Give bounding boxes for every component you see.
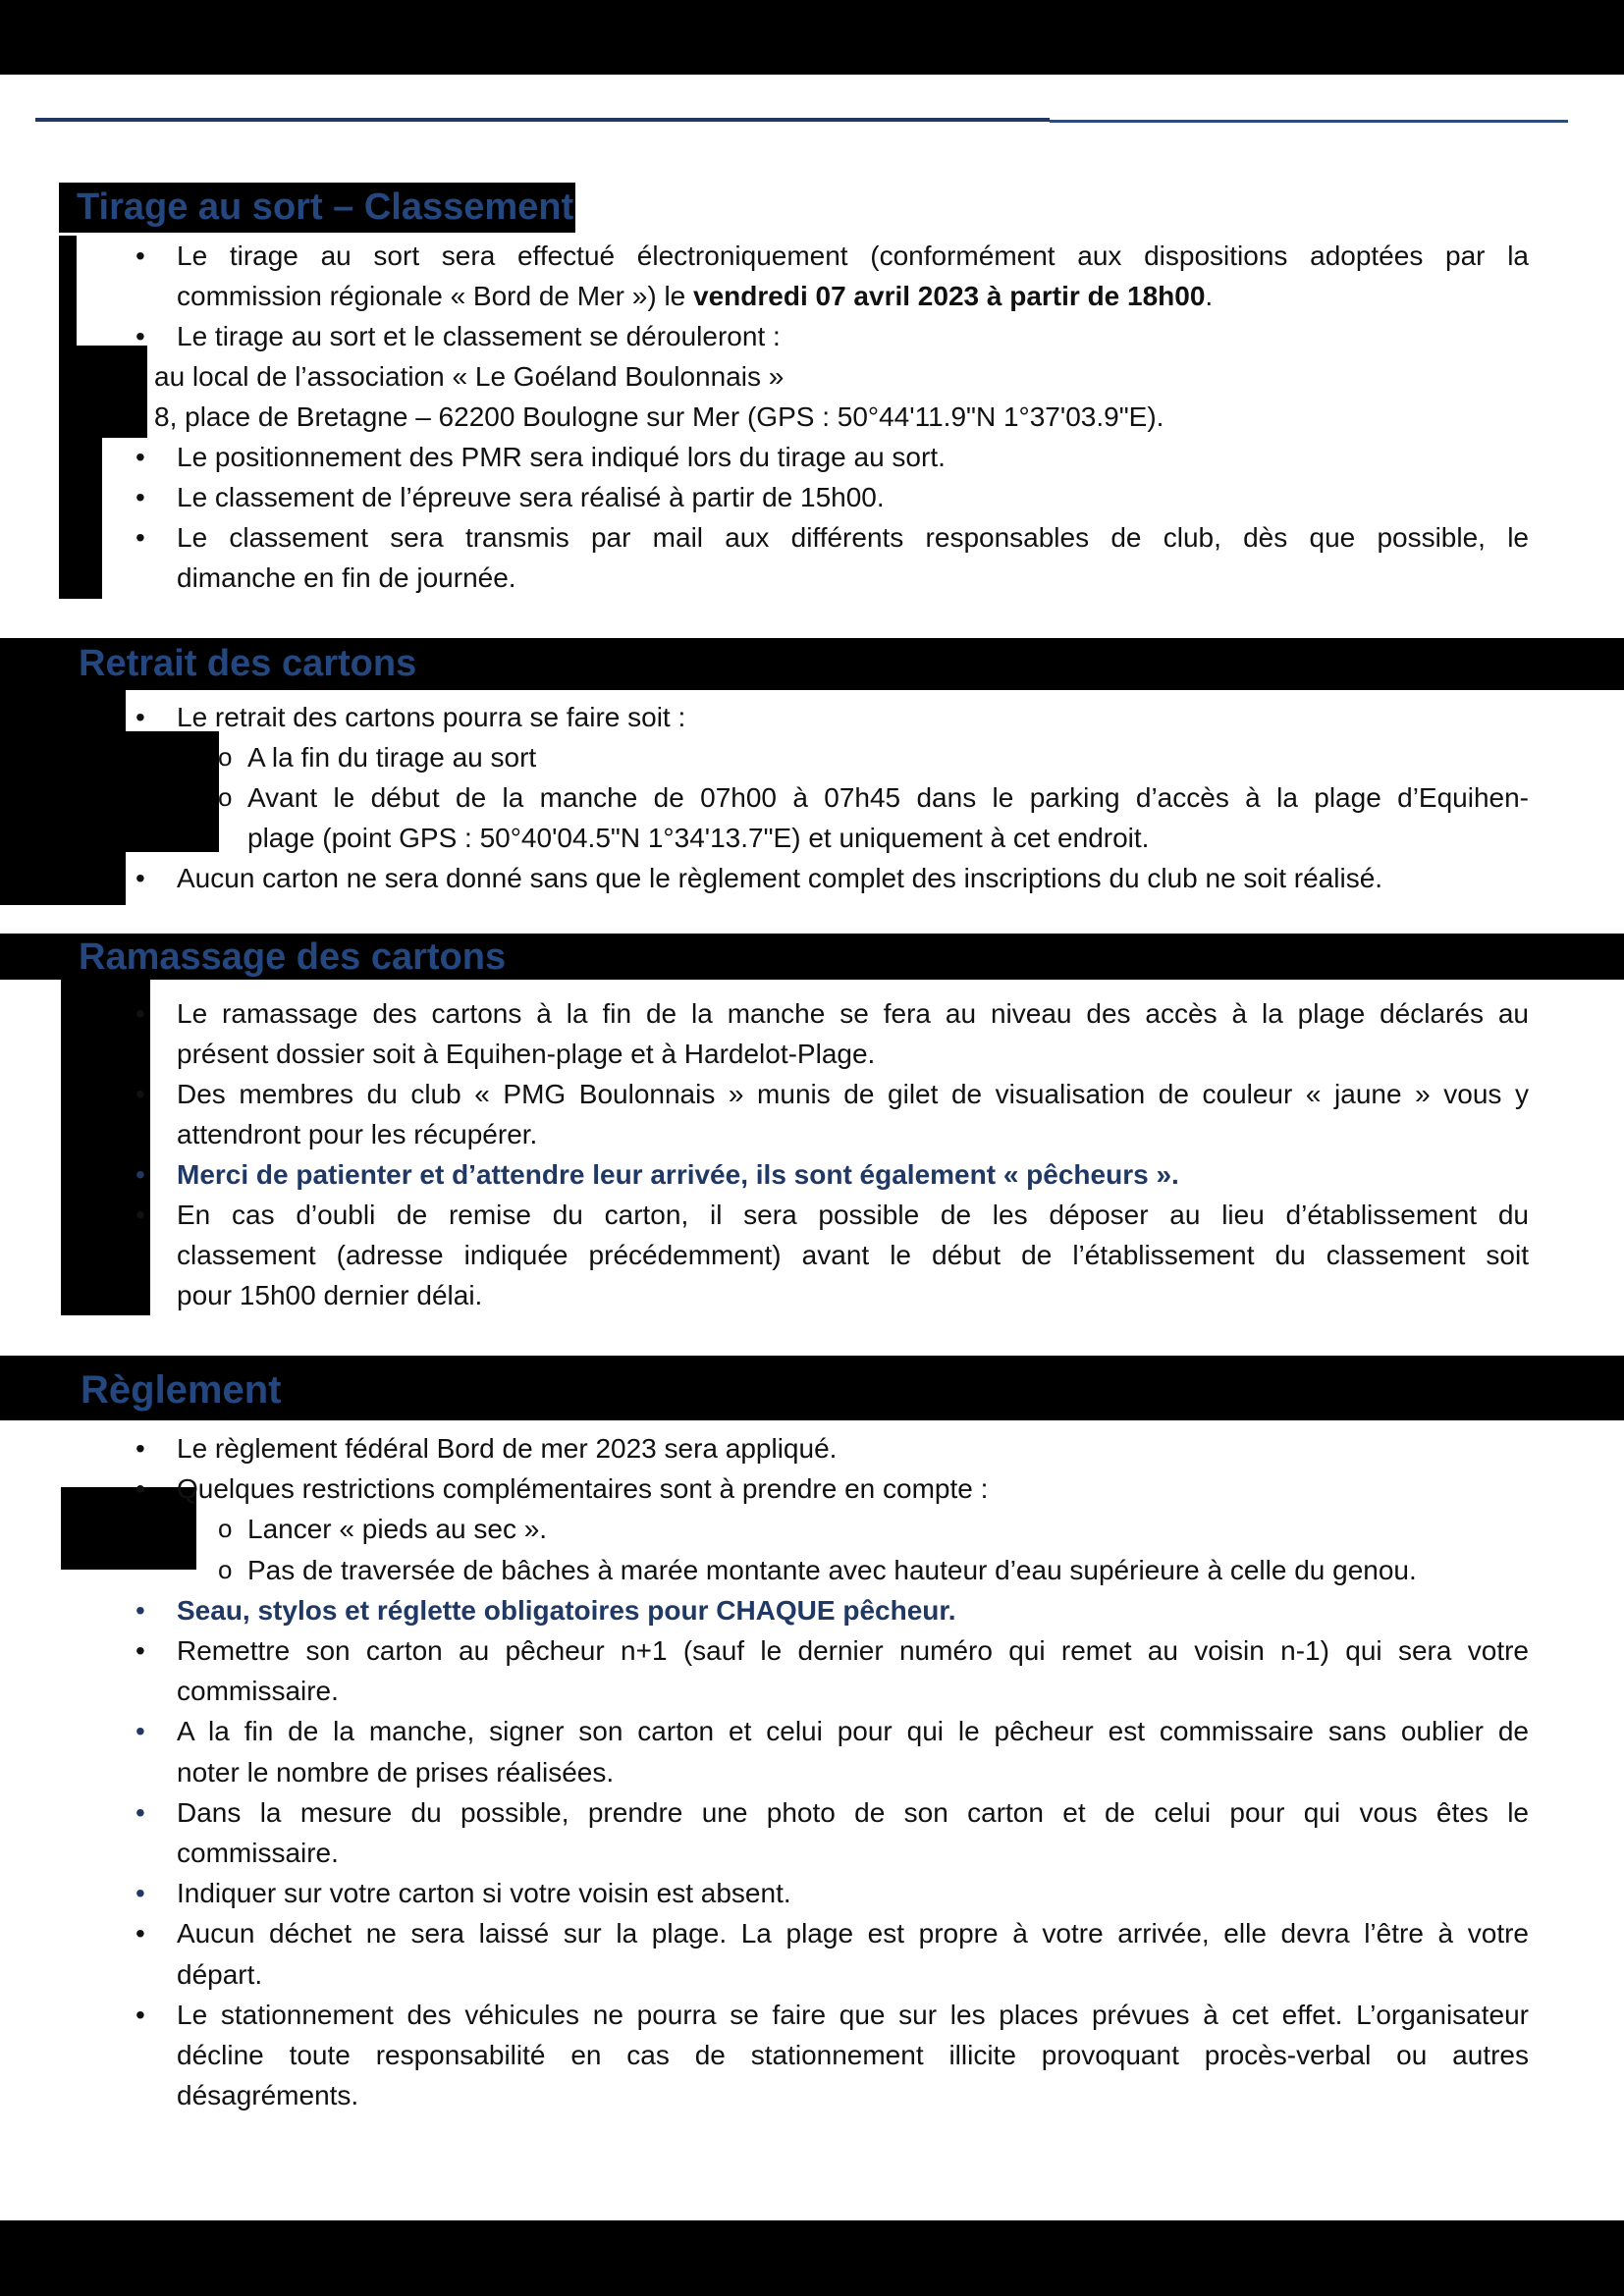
text-line — [177, 697, 1529, 737]
text-line — [177, 858, 1529, 898]
bullet-marker: • — [135, 240, 145, 271]
text-segment: Le retrait des cartons pourra se faire soit : — [177, 702, 686, 732]
bottom-black-bar — [0, 2220, 1624, 2296]
section-heading-band-retrait — [0, 638, 1624, 690]
section-heading-tirage: Tirage au sort – Classement — [77, 187, 574, 228]
text-line — [177, 1154, 1529, 1195]
text-line — [247, 1509, 1529, 1549]
bullet-marker: • — [135, 1716, 145, 1747]
bullet-marker: • — [135, 1200, 145, 1230]
header-rule-right — [1050, 120, 1568, 123]
text-segment: Le classement sera transmis par mail aux différents responsables de club, dès que possible, le — [177, 522, 1529, 553]
text-segment: Aucun déchet ne sera laissé sur la plage. La plage est propre à votre arrivée, elle devra l’être à votre — [177, 1918, 1529, 1949]
text-segment: Pas de traversée de bâches à marée montante avec hauteur d’eau supérieure à celle du genou. — [247, 1554, 1417, 1585]
text-segment: présent dossier soit à Equihen-plage et à Hardelot-Plage. — [177, 1039, 876, 1069]
text-segment: Remettre son carton au pêcheur n+1 (sauf le dernier numéro qui remet au voisin n-1) qui sera votre — [177, 1635, 1529, 1666]
text-segment: Quelques restrictions complémentaires sont à prendre en compte : — [177, 1473, 989, 1505]
text-line — [177, 1954, 1529, 1995]
bullet-marker: • — [135, 1878, 145, 1909]
bullet-marker: • — [135, 1796, 145, 1828]
section-heading-ramassage: Ramassage des cartons — [79, 936, 507, 978]
bullet-marker: • — [135, 1473, 145, 1505]
bullet-marker: • — [135, 1918, 145, 1949]
text-segment: au local de l’association « Le Goéland Boulonnais » — [154, 361, 785, 392]
text-line — [177, 1468, 1529, 1509]
text-segment: En cas d’oubli de remise du carton, il sera possible de les déposer au lieu d’établissement du — [177, 1200, 1529, 1230]
text-line — [177, 1074, 1529, 1114]
text-segment: dimanche en fin de journée. — [177, 562, 516, 593]
text-line — [177, 2075, 1529, 2115]
bullet-marker: • — [135, 1999, 145, 2030]
text-line — [247, 818, 1529, 858]
text-segment: Le classement de l’épreuve sera réalisé à partir de 15h00. — [177, 482, 885, 512]
text-line — [177, 558, 1529, 598]
text-segment: 8, place de Bretagne – 62200 Boulogne sur Mer (GPS : 50°44'11.9"N 1°37'03.9"E). — [154, 401, 1164, 432]
text-segment: Le positionnement des PMR sera indiqué lors du tirage au sort. — [177, 442, 946, 472]
bold-text-segment: vendredi 07 avril 2023 à partir de 18h00 — [693, 281, 1206, 311]
text-segment: Seau, stylos et réglette obligatoires pour CHAQUE pêcheur. — [177, 1594, 956, 1626]
text-line — [247, 1550, 1529, 1590]
text-line — [177, 1195, 1529, 1235]
bullet-marker: • — [135, 1594, 145, 1626]
header-rule-left — [35, 118, 1050, 122]
text-line — [177, 517, 1529, 558]
text-segment: Le tirage au sort et le classement se dérouleront : — [177, 321, 781, 351]
section-heading-reglement: Règlement — [81, 1368, 282, 1412]
text-segment: A la fin du tirage au sort — [247, 742, 537, 773]
text-segment: Des membres du club « PMG Boulonnais » munis de gilet de visualisation de couleur « jaune » vous y — [177, 1079, 1529, 1109]
bullet-marker: • — [135, 1433, 145, 1464]
text-segment: Le stationnement des véhicules ne pourra se faire que sur les places prévues à cet effet. L’organisateur — [177, 1999, 1529, 2030]
text-line — [154, 356, 1529, 397]
text-segment: Merci de patienter et d’attendre leur arrivée, ils sont également « pêcheurs ». — [177, 1159, 1179, 1190]
section-heading-band-reglement — [0, 1356, 1624, 1420]
text-segment: désagréments. — [177, 2080, 359, 2111]
text-line — [177, 1873, 1529, 1913]
sub-bullet-marker: o — [218, 742, 233, 772]
text-segment: A la fin de la manche, signer son carton et celui pour qui le pêcheur est commissaire sans oublier de — [177, 1716, 1529, 1747]
text-segment: plage (point GPS : 50°40'04.5"N 1°34'13.7"E) et uniquement à cet endroit. — [247, 823, 1150, 853]
text-line — [177, 1235, 1529, 1275]
text-line — [177, 1711, 1529, 1751]
text-segment: commissaire. — [177, 1676, 339, 1707]
text-line — [177, 1752, 1529, 1792]
text-line — [247, 777, 1529, 818]
text-segment: pour 15h00 dernier délai. — [177, 1280, 483, 1310]
text-segment: commissaire. — [177, 1838, 339, 1868]
sub-bullet-marker: o — [218, 1514, 233, 1544]
text-line — [177, 1792, 1529, 1833]
bullet-marker: • — [135, 442, 145, 472]
top-black-bar — [0, 0, 1624, 75]
text-line — [177, 1833, 1529, 1873]
text-segment: Avant le début de la manche de 07h00 à 07h45 dans le parking d’accès à la plage d’Equihen- — [247, 782, 1529, 813]
section-heading-retrait: Retrait des cartons — [79, 643, 417, 684]
text-segment: Indiquer sur votre carton si votre voisin est absent. — [177, 1878, 791, 1909]
bullet-marker: • — [135, 1635, 145, 1666]
text-line — [177, 2035, 1529, 2075]
bullet-marker: • — [135, 1159, 145, 1190]
text-segment: Aucun carton ne sera donné sans que le règlement complet des inscriptions du club ne soit réalisé. — [177, 863, 1383, 893]
text-segment: Le règlement fédéral Bord de mer 2023 sera appliqué. — [177, 1433, 838, 1464]
text-line — [177, 1275, 1529, 1315]
text-segment: commission régionale « Bord de Mer ») le — [177, 281, 694, 311]
redaction-block — [59, 346, 147, 438]
text-line — [177, 477, 1529, 517]
text-line — [247, 737, 1529, 777]
text-line — [177, 1630, 1529, 1671]
text-line — [177, 1114, 1529, 1154]
text-segment: Le ramassage des cartons à la fin de la manche se fera au niveau des accès à la plage déclarés au — [177, 998, 1529, 1029]
text-segment: Lancer « pieds au sec ». — [247, 1514, 548, 1545]
text-segment: noter le nombre de prises réalisées. — [177, 1756, 615, 1788]
redaction-block — [126, 731, 219, 852]
text-line — [177, 993, 1529, 1034]
text-segment: Dans la mesure du possible, prendre une photo de son carton et de celui pour qui vous êtes le — [177, 1796, 1529, 1828]
text-line — [177, 1995, 1529, 2035]
redaction-block — [59, 438, 102, 599]
redaction-block — [59, 236, 77, 346]
text-segment: attendront pour les récupérer. — [177, 1119, 538, 1149]
text-line — [177, 437, 1529, 477]
text-line — [177, 236, 1529, 276]
bullet-marker: • — [135, 702, 145, 732]
bullet-marker: • — [135, 522, 145, 553]
sub-bullet-marker: o — [218, 1554, 233, 1584]
bullet-marker: • — [135, 1079, 145, 1109]
text-line — [177, 276, 1529, 316]
text-segment: départ. — [177, 1958, 263, 1990]
text-line — [177, 1590, 1529, 1630]
bullet-marker: • — [135, 482, 145, 512]
text-line — [177, 316, 1529, 356]
bullet-marker: • — [135, 321, 145, 351]
text-line — [177, 1428, 1529, 1468]
sub-bullet-marker: o — [218, 782, 233, 812]
bullet-marker: • — [135, 863, 145, 893]
section-heading-band-tirage — [59, 183, 575, 233]
text-line — [154, 397, 1529, 437]
bullet-marker: • — [135, 998, 145, 1029]
section-heading-band-ramassage — [0, 934, 1624, 980]
text-segment: . — [1205, 281, 1214, 311]
text-segment: classement (adresse indiquée précédemment) avant le début de l’établissement du classement soit — [177, 1240, 1529, 1270]
text-segment: Le tirage au sort sera effectué électroniquement (conformément aux dispositions adoptées par la — [177, 240, 1529, 271]
redaction-block — [0, 690, 126, 905]
text-line — [177, 1034, 1529, 1074]
text-line — [177, 1913, 1529, 1953]
text-segment: décline toute responsabilité en cas de stationnement illicite provoquant procès-verbal ou autres — [177, 2040, 1529, 2070]
text-line — [177, 1671, 1529, 1711]
